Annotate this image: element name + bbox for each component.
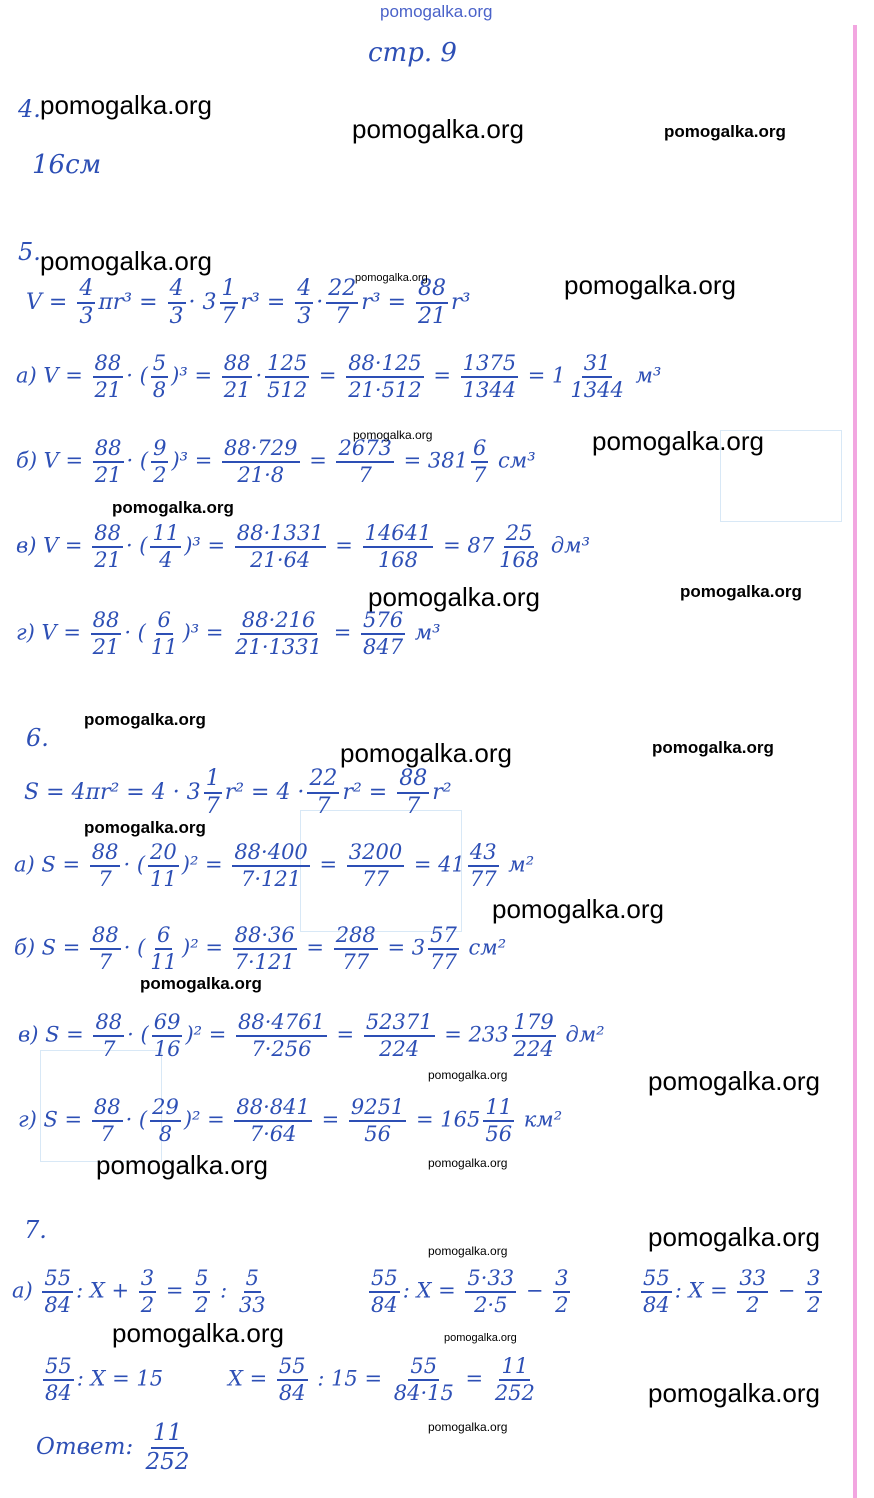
fraction: $\frac{22}{7}$	[309, 766, 338, 819]
watermark[interactable]: pomogalka.org	[648, 1222, 820, 1252]
watermark[interactable]: pomogalka.org	[84, 710, 206, 729]
fraction: $\frac{88}{21}$	[94, 436, 122, 487]
fraction: $\frac{69}{16}$	[153, 1010, 181, 1061]
task7-number: 7.	[24, 1216, 47, 1244]
fraction: $\frac{11}{252}$	[494, 1354, 535, 1405]
watermark[interactable]: pomogalka.org	[112, 1318, 284, 1348]
fraction: $\frac{11}{4}$	[152, 521, 180, 572]
watermark[interactable]: pomogalka.org	[428, 1068, 508, 1082]
fraction: $\frac{3}{2}$	[555, 1266, 569, 1317]
watermark[interactable]: pomogalka.org	[592, 426, 764, 456]
fraction: $\frac{88\cdot 36}{7\cdot 121}$	[234, 923, 295, 974]
fraction: $\frac{88}{7}$	[92, 923, 119, 974]
fraction: $\frac{52371}{224}$	[365, 1010, 433, 1061]
fraction: $\frac{14641}{168}$	[364, 521, 432, 572]
fraction: $\frac{11}{56}$	[485, 1095, 513, 1146]
fraction: $\frac{288}{77}$	[335, 923, 376, 974]
watermark[interactable]: pomogalka.org	[428, 1420, 508, 1434]
fraction: $\frac{88\cdot 841}{7\cdot 64}$	[236, 1095, 310, 1146]
fraction: $\frac{29}{8}$	[152, 1095, 179, 1146]
task6-part-c: в) S = $\frac{88}{7}$ · ( $\frac{69}{16}$ )² = $\frac{88\cdot 4761}{7\cdot 256}$ = $\frac{52371}{224}$ = 233 $\frac{179}{224}$ дм²	[18, 1010, 605, 1061]
fraction: $\frac{5}{33}$	[238, 1266, 266, 1317]
fraction: $\frac{2673}{7}$	[338, 436, 392, 487]
watermark[interactable]: pomogalka.org	[652, 738, 774, 757]
watermark[interactable]: pomogalka.org	[352, 114, 524, 144]
fraction: $\frac{55}{84\cdot 15}$	[393, 1354, 454, 1405]
fraction: $\frac{88\cdot 400}{7\cdot 121}$	[234, 840, 308, 891]
fraction: $\frac{88}{21}$	[223, 351, 251, 402]
fraction: $\frac{55}{84}$	[371, 1266, 398, 1317]
task5-part-b: б) V = $\frac{88}{21}$ · ( $\frac{9}{2}$ )³ = $\frac{88\cdot 729}{21\cdot 8}$ = $\frac{2673}{7}$ = 381 $\frac{6}{7}$ см³	[16, 436, 536, 487]
task4-answer: 16см	[32, 150, 102, 180]
task4-number: 4.	[18, 95, 41, 123]
fraction: $\frac{88\cdot 729}{21\cdot 8}$	[224, 436, 298, 487]
task5-part-a: а) V = $\frac{88}{21}$ · ( $\frac{5}{8}$ )³ = $\frac{88}{21}$ · $\frac{125}{512}$ = $\frac{88\cdot 125}{21\cdot 512}$ = $\frac{1375}{1344}$ = 1 $\frac{31}{1344}$ м³	[16, 351, 662, 402]
watermark[interactable]: pomogalka.org	[353, 428, 433, 442]
fraction: $\frac{4}{3}$	[169, 276, 184, 329]
fraction: $\frac{5}{8}$	[152, 351, 167, 402]
task5-formula: V = $\frac{4}{3}$ πr³ = $\frac{4}{3}$ · 3 $\frac{1}{7}$ r³ = $\frac{4}{3}$ · $\frac{22}{7}$ r³ = $\frac{88}{21}$ r³	[26, 276, 471, 329]
task7-line2: $\frac{55}{84}$ : X = $\frac{5\cdot 33}{2\cdot 5}$ − $\frac{3}{2}$	[371, 1266, 569, 1317]
watermark[interactable]: pomogalka.org	[444, 1332, 517, 1344]
fraction: $\frac{11}{252}$	[145, 1420, 190, 1475]
fraction: $\frac{1375}{1344}$	[462, 351, 517, 402]
fraction: $\frac{3}{2}$	[140, 1266, 155, 1317]
fraction: $\frac{43}{77}$	[469, 840, 497, 891]
watermark[interactable]: pomogalka.org	[340, 738, 512, 768]
fraction: $\frac{88}{7}$	[95, 1010, 123, 1061]
fraction: $\frac{55}{84}$	[44, 1266, 72, 1317]
fraction: $\frac{88}{7}$	[93, 1095, 121, 1146]
watermark[interactable]: pomogalka.org	[648, 1378, 820, 1408]
fraction: $\frac{57}{77}$	[430, 923, 457, 974]
watermark[interactable]: pomogalka.org	[40, 90, 212, 120]
fraction: $\frac{1}{7}$	[221, 276, 236, 329]
task7-line4: $\frac{55}{84}$ : X = 15	[45, 1354, 164, 1405]
fraction: $\frac{22}{7}$	[328, 276, 357, 329]
watermark[interactable]: pomogalka.org	[140, 974, 262, 993]
task6-part-d: г) S = $\frac{88}{7}$ · ( $\frac{29}{8}$ )² = $\frac{88\cdot 841}{7\cdot 64}$ = $\frac{9251}{56}$ = 165 $\frac{11}{56}$ км²	[18, 1095, 563, 1146]
watermark[interactable]: pomogalka.org	[112, 498, 234, 517]
fraction: $\frac{88\cdot 1331}{21\cdot 64}$	[236, 521, 324, 572]
task6-number: 6.	[26, 724, 49, 752]
fraction: $\frac{576}{847}$	[362, 608, 404, 659]
task6-part-a: а) S = $\frac{88}{7}$ · ( $\frac{20}{11}$ )² = $\frac{88\cdot 400}{7\cdot 121}$ = $\frac{3200}{77}$ = 41 $\frac{43}{77}$ м²	[14, 840, 535, 891]
fraction: $\frac{9251}{56}$	[350, 1095, 405, 1146]
fraction: $\frac{88}{7}$	[91, 840, 119, 891]
watermark[interactable]: pomogalka.org	[648, 1066, 820, 1096]
page-label: стр. 9	[368, 38, 457, 68]
fraction: $\frac{55}{84}$	[643, 1266, 670, 1317]
fraction: $\frac{1}{7}$	[205, 766, 220, 819]
watermark[interactable]: pomogalka.org	[428, 1244, 508, 1258]
fraction: $\frac{88}{21}$	[94, 521, 121, 572]
fraction: $\frac{6}{7}$	[472, 436, 487, 487]
fraction: $\frac{4}{3}$	[297, 276, 312, 329]
task6-formula: S = 4πr² = 4 · 3 $\frac{1}{7}$ r² = 4 · $\frac{22}{7}$ r² = $\frac{88}{7}$ r²	[24, 766, 452, 819]
margin-line	[853, 25, 857, 1498]
fraction: $\frac{88\cdot 216}{21\cdot 1331}$	[235, 608, 323, 659]
fraction: $\frac{5\cdot 33}{2\cdot 5}$	[467, 1266, 515, 1317]
task5-part-c: в) V = $\frac{88}{21}$ · ( $\frac{11}{4}$ )³ = $\frac{88\cdot 1331}{21\cdot 64}$ = $\frac{14641}{168}$ = 87 $\frac{25}{168}$ дм³	[16, 521, 590, 572]
watermark[interactable]: pomogalka.org	[355, 272, 428, 284]
task7-line3: $\frac{55}{84}$ : X = $\frac{33}{2}$ − $\frac{3}{2}$	[643, 1266, 821, 1317]
formula-part: V =	[26, 290, 75, 315]
fraction: $\frac{88}{21}$	[94, 351, 122, 402]
fraction: $\frac{9}{2}$	[153, 436, 167, 487]
fraction: $\frac{25}{168}$	[499, 521, 540, 572]
fraction: $\frac{55}{84}$	[278, 1354, 306, 1405]
fraction: $\frac{3}{2}$	[807, 1266, 821, 1317]
fraction: $\frac{125}{512}$	[267, 351, 308, 402]
fraction: $\frac{33}{2}$	[739, 1266, 767, 1317]
task7-line1: а) $\frac{55}{84}$ : X + $\frac{3}{2}$ = $\frac{5}{2}$ : $\frac{5}{33}$	[12, 1266, 266, 1317]
header-site[interactable]: pomogalka.org	[380, 2, 493, 21]
task5-number: 5.	[18, 238, 41, 266]
watermark[interactable]: pomogalka.org	[40, 246, 212, 276]
task6-part-b: б) S = $\frac{88}{7}$ · ( $\frac{6}{11}$ )² = $\frac{88\cdot 36}{7\cdot 121}$ = $\frac{288}{77}$ = 3 $\frac{57}{77}$ см²	[14, 923, 507, 974]
fraction: $\frac{4}{3}$	[79, 276, 94, 329]
fraction: $\frac{88\cdot 125}{21\cdot 512}$	[348, 351, 422, 402]
fraction: $\frac{6}{11}$	[150, 923, 178, 974]
fraction: $\frac{5}{2}$	[195, 1266, 209, 1317]
watermark[interactable]: pomogalka.org	[492, 894, 664, 924]
watermark[interactable]: pomogalka.org	[84, 818, 206, 837]
task5-part-d: г) V = $\frac{88}{21}$ · ( $\frac{6}{11}$ )³ = $\frac{88\cdot 216}{21\cdot 1331}$ = $\frac{576}{847}$ м³	[16, 608, 441, 659]
watermark[interactable]: pomogalka.org	[428, 1156, 508, 1170]
fraction: $\frac{31}{1344}$	[570, 351, 624, 402]
task7-answer: Ответ: $\frac{11}{252}$	[36, 1420, 190, 1475]
fraction: $\frac{3200}{77}$	[348, 840, 403, 891]
watermark[interactable]: pomogalka.org	[564, 270, 736, 300]
watermark[interactable]: pomogalka.org	[368, 582, 540, 612]
watermark[interactable]: pomogalka.org	[680, 582, 802, 601]
fraction: $\frac{20}{11}$	[150, 840, 177, 891]
fraction: $\frac{179}{224}$	[513, 1010, 554, 1061]
fraction: $\frac{88\cdot 4761}{7\cdot 256}$	[238, 1010, 325, 1061]
watermark[interactable]: pomogalka.org	[664, 122, 786, 141]
task7-line5: X = $\frac{55}{84}$ : 15 = $\frac{55}{84\cdot 15}$ = $\frac{11}{252}$	[228, 1354, 535, 1405]
fraction: $\frac{6}{11}$	[150, 608, 178, 659]
fraction: $\frac{88}{21}$	[92, 608, 120, 659]
fraction: $\frac{55}{84}$	[45, 1354, 72, 1405]
watermark[interactable]: pomogalka.org	[96, 1150, 268, 1180]
fraction: $\frac{88}{21}$	[418, 276, 447, 329]
fraction: $\frac{88}{7}$	[399, 766, 428, 819]
